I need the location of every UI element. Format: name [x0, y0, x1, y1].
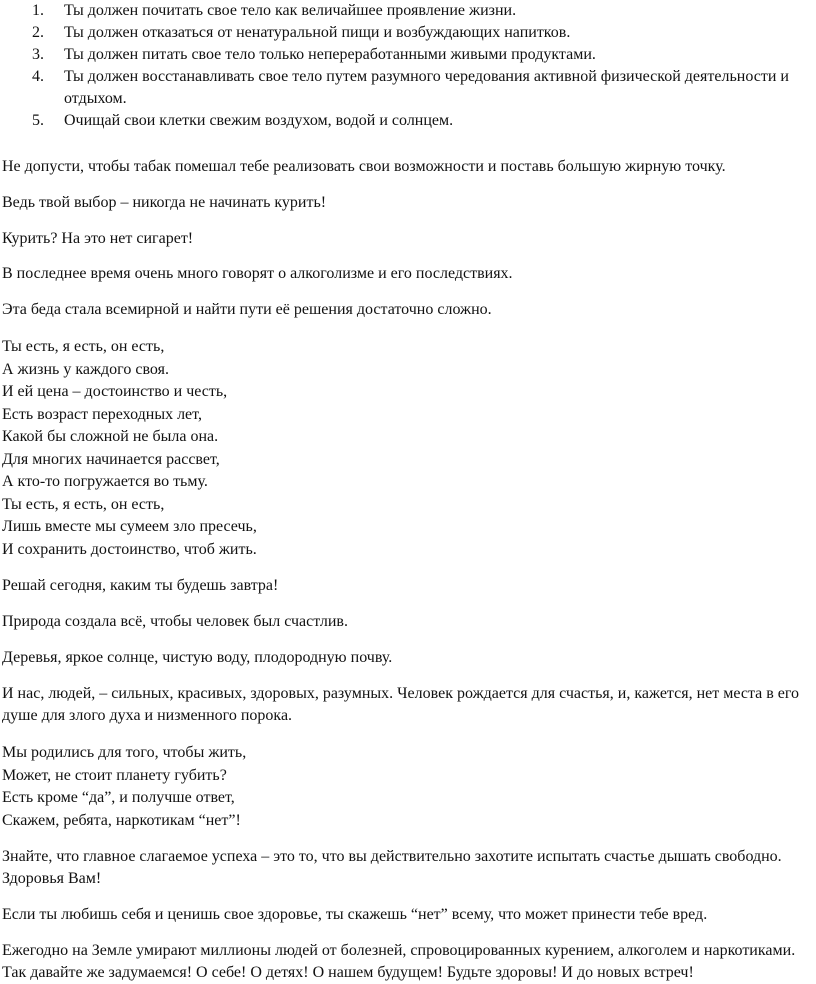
poem-line: Может, не стоит планету губить? [2, 766, 227, 784]
paragraph-love-yourself: Если ты любишь себя и ценишь свое здоровье, ты скажешь “нет” всему, что может принести тебе вред. [2, 906, 708, 923]
list-item [2, 22, 814, 44]
paragraph-success: Знайте, что главное слагаемое успеха – это то, что вы действительно захотите испытать счастье дышать свободно. Здоровья Вам! [2, 848, 782, 887]
paragraph-no-cigarettes: Курить? На это нет сигарет! [2, 230, 194, 247]
paragraph-tobacco: Не допусти, чтобы табак помешал тебе реализовать свои возможности и поставь большую жирную точку. [2, 158, 726, 175]
poem-line: А кто-то погружается во тьму. [2, 473, 208, 490]
list-item-number: 5. [32, 112, 44, 129]
list-item [2, 44, 814, 66]
paragraph-people: И нас, людей, – сильных, красивых, здоровых, разумных. Человек рождается для счастья, и, кажется, нет места в его душе для злого духа и низменного порока. [2, 685, 800, 724]
poem-line: Ты есть, я есть, он есть, [2, 495, 165, 513]
list-item-text: Очищай свои клетки свежим воздухом, водой и солнцем. [64, 112, 454, 129]
poem-line: Лишь вместе мы сумеем зло пресечь, [2, 518, 257, 535]
list-item-text: Ты должен питать свое тело только непереработанными живыми продуктами. [64, 46, 596, 63]
poem-line: Скажем, ребята, наркотикам “нет”! [2, 811, 241, 829]
poem-first [2, 336, 814, 561]
rules-list [2, 0, 814, 132]
poem-line: Какой бы сложной не была она. [2, 428, 219, 445]
list-item [2, 110, 814, 132]
paragraph-alcoholism: В последнее время очень много говорят о алкоголизме и его последствиях. [2, 265, 513, 282]
document-page [2, 0, 814, 984]
paragraph-decide-today: Решай сегодня, каким ты будешь завтра! [2, 577, 279, 594]
list-item-number: 1. [32, 2, 44, 19]
list-item-text: Ты должен отказаться от ненатуральной пищи и возбуждающих напитков. [64, 24, 571, 41]
paragraph-choice: Ведь твой выбор – никогда не начинать курить! [2, 194, 327, 211]
paragraph-trees-sun: Деревья, яркое солнце, чистую воду, плодородную почву. [2, 649, 393, 666]
paragraph-closing: Ежегодно на Земле умирают миллионы людей от болезней, спровоцированных курением, алкоголем и наркотиками. Так давайте же задумаемся! О себе! О детях! О нашем будущем! Будьте здоровы! И до новых встреч! [2, 942, 796, 981]
list-item-text: Ты должен восстанавливать свое тело путем разумного чередования активной физической деятельности и отдыхом. [64, 68, 789, 107]
list-item-number: 2. [32, 24, 44, 41]
paragraph-nature: Природа создала всё, чтобы человек был счастлив. [2, 613, 348, 630]
poem-line: Есть кроме “да”, и получше ответ, [2, 789, 235, 806]
list-item-number: 3. [32, 46, 44, 63]
list-item-number: 4. [32, 68, 44, 85]
list-item [2, 66, 814, 110]
poem-line: А жизнь у каждого своя. [2, 360, 169, 378]
poem-line: Мы родились для того, чтобы жить, [2, 744, 247, 761]
list-item-text: Ты должен почитать свое тело как величайшее проявление жизни. [64, 2, 517, 19]
poem-second [2, 742, 814, 832]
poem-line: Есть возраст переходных лет, [2, 405, 202, 423]
poem-line: Для многих начинается рассвет, [2, 450, 220, 468]
poem-line: Ты есть, я есть, он есть, [2, 338, 165, 355]
poem-line: И сохранить достоинство, чтоб жить. [2, 540, 257, 558]
poem-line: И ей цена – достоинство и честь, [2, 383, 228, 400]
paragraph-global-problem: Эта беда стала всемирной и найти пути её решения достаточно сложно. [2, 301, 492, 318]
list-item [2, 0, 814, 22]
